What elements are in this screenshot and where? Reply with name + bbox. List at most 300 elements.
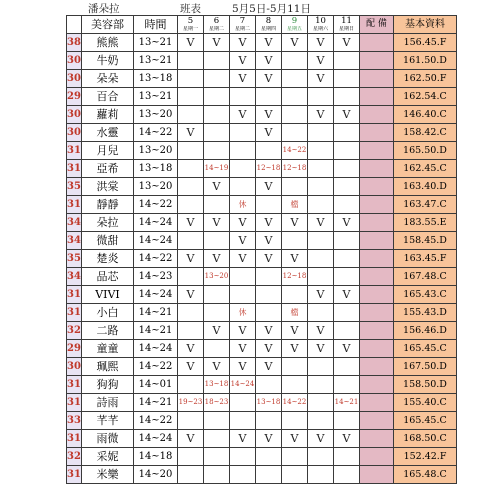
staff-name: 雨微 — [82, 430, 134, 448]
config-cell — [360, 196, 394, 214]
day-cell: 14~21 — [334, 394, 360, 412]
day-cell — [334, 268, 360, 286]
shift-time: 14~01 — [134, 376, 178, 394]
shift-time: 14~24 — [134, 214, 178, 232]
shift-time: 14~22 — [134, 250, 178, 268]
day-cell — [256, 88, 282, 106]
day-cell — [308, 160, 334, 178]
config-cell — [360, 160, 394, 178]
day-cell — [308, 448, 334, 466]
day-cell — [308, 394, 334, 412]
row-number: 30 — [67, 70, 82, 88]
day-cell — [204, 196, 230, 214]
table-row — [67, 106, 457, 124]
day-cell — [178, 52, 204, 70]
shift-time: 14~22 — [134, 358, 178, 376]
day-cell: 12~18 — [282, 268, 308, 286]
day-cell: 14~22 — [282, 142, 308, 160]
day-cell — [308, 196, 334, 214]
day-cell — [230, 286, 256, 304]
header-day-label: 星期一 — [178, 26, 204, 34]
schedule-sheet — [66, 0, 456, 484]
day-cell — [282, 124, 308, 142]
day-cell — [308, 466, 334, 484]
basic-info: 162.54.C — [394, 88, 457, 106]
row-number: 29 — [67, 340, 82, 358]
basic-info: 158.45.D — [394, 232, 457, 250]
shift-time: 14~24 — [134, 286, 178, 304]
day-cell — [256, 196, 282, 214]
day-cell — [334, 358, 360, 376]
basic-info: 165.45.C — [394, 412, 457, 430]
header-day-num: 9 — [282, 16, 308, 26]
basic-info: 156.46.D — [394, 322, 457, 340]
day-cell: V — [308, 70, 334, 88]
row-number: 34 — [67, 268, 82, 286]
table-row — [67, 340, 457, 358]
day-cell — [308, 358, 334, 376]
day-cell — [178, 178, 204, 196]
row-number: 31 — [67, 466, 82, 484]
day-cell — [230, 160, 256, 178]
day-cell: V — [282, 250, 308, 268]
header-day-label: 星期六 — [308, 26, 334, 34]
day-cell: 12~18 — [256, 160, 282, 178]
day-cell — [230, 412, 256, 430]
day-cell — [204, 412, 230, 430]
shift-time: 13~18 — [134, 160, 178, 178]
day-cell: V — [256, 322, 282, 340]
day-cell — [256, 412, 282, 430]
day-cell — [308, 268, 334, 286]
staff-name: 蘿莉 — [82, 106, 134, 124]
config-cell — [360, 34, 394, 52]
table-row — [67, 52, 457, 70]
day-cell: V — [308, 322, 334, 340]
table-row — [67, 160, 457, 178]
day-cell: V — [256, 52, 282, 70]
day-cell: V — [204, 358, 230, 376]
day-cell — [334, 52, 360, 70]
day-cell — [334, 196, 360, 214]
day-cell: V — [178, 34, 204, 52]
basic-info: 146.40.C — [394, 106, 457, 124]
shift-time: 13~20 — [134, 106, 178, 124]
day-cell: V — [230, 106, 256, 124]
shift-time: 14~20 — [134, 466, 178, 484]
header-day-label: 星期二 — [230, 26, 256, 34]
day-cell: V — [204, 34, 230, 52]
day-cell: V — [256, 340, 282, 358]
day-cell: V — [230, 232, 256, 250]
staff-name: 品芯 — [82, 268, 134, 286]
shift-time: 14~22 — [134, 412, 178, 430]
staff-name: 百合 — [82, 88, 134, 106]
day-cell — [256, 466, 282, 484]
config-cell — [360, 448, 394, 466]
config-cell — [360, 322, 394, 340]
day-cell — [178, 268, 204, 286]
day-cell — [308, 88, 334, 106]
row-number: 30 — [67, 52, 82, 70]
shift-time: 13~21 — [134, 52, 178, 70]
day-cell — [256, 286, 282, 304]
staff-name: 芊芊 — [82, 412, 134, 430]
day-cell — [230, 448, 256, 466]
day-cell: 13~18 — [204, 376, 230, 394]
shift-time: 13~18 — [134, 70, 178, 88]
day-cell: V — [256, 358, 282, 376]
day-cell: V — [204, 250, 230, 268]
day-cell: V — [308, 34, 334, 52]
day-cell: V — [178, 340, 204, 358]
day-cell — [178, 304, 204, 322]
staff-name: 二路 — [82, 322, 134, 340]
config-cell — [360, 340, 394, 358]
basic-info: 158.50.D — [394, 376, 457, 394]
day-cell — [334, 412, 360, 430]
staff-name: 詩雨 — [82, 394, 134, 412]
day-cell: V — [230, 34, 256, 52]
day-cell — [230, 178, 256, 196]
day-cell: V — [334, 106, 360, 124]
row-number: 32 — [67, 322, 82, 340]
shift-time: 14~21 — [134, 322, 178, 340]
shift-time: 14~21 — [134, 304, 178, 322]
basic-info: 167.48.C — [394, 268, 457, 286]
date-range: 5月5日-5月11日 — [232, 3, 311, 15]
day-cell — [334, 160, 360, 178]
day-cell — [282, 466, 308, 484]
config-cell — [360, 214, 394, 232]
row-number: 30 — [67, 358, 82, 376]
row-number: 31 — [67, 142, 82, 160]
day-cell: V — [308, 340, 334, 358]
day-cell: V — [308, 214, 334, 232]
day-cell: V — [308, 52, 334, 70]
schedule-rows — [67, 34, 457, 484]
header-day-num: 5 — [178, 16, 204, 26]
row-number: 35 — [67, 178, 82, 196]
day-cell: V — [204, 178, 230, 196]
config-cell — [360, 88, 394, 106]
day-cell — [334, 142, 360, 160]
day-cell: V — [230, 52, 256, 70]
day-cell: V — [308, 106, 334, 124]
title-row — [66, 0, 456, 15]
basic-info: 161.50.D — [394, 52, 457, 70]
staff-name: 牛奶 — [82, 52, 134, 70]
day-cell: V — [230, 358, 256, 376]
staff-name: 靜靜 — [82, 196, 134, 214]
row-number: 33 — [67, 412, 82, 430]
staff-name: 珮熙 — [82, 358, 134, 376]
day-cell — [178, 160, 204, 178]
config-cell — [360, 268, 394, 286]
day-cell — [230, 142, 256, 160]
basic-info: 165.50.D — [394, 142, 457, 160]
staff-name: 亞希 — [82, 160, 134, 178]
day-cell: V — [256, 34, 282, 52]
day-cell: 13~20 — [204, 268, 230, 286]
day-cell: 12~18 — [282, 160, 308, 178]
table-row — [67, 124, 457, 142]
day-cell — [256, 142, 282, 160]
day-cell — [178, 376, 204, 394]
day-cell: 14~22 — [282, 394, 308, 412]
header-day-num: 11 — [334, 16, 360, 26]
day-cell — [308, 376, 334, 394]
day-cell: V — [230, 250, 256, 268]
day-cell — [178, 88, 204, 106]
day-cell: V — [204, 322, 230, 340]
day-cell: V — [178, 358, 204, 376]
basic-info: 162.45.C — [394, 160, 457, 178]
day-cell: V — [230, 430, 256, 448]
table-row — [67, 430, 457, 448]
table-row — [67, 196, 457, 214]
row-number: 31 — [67, 376, 82, 394]
table-row — [67, 358, 457, 376]
staff-name: 采妮 — [82, 448, 134, 466]
shift-time: 14~24 — [134, 430, 178, 448]
header-day-label: 星期五 — [282, 26, 308, 34]
basic-info: 162.50.F — [394, 70, 457, 88]
day-cell: V — [178, 214, 204, 232]
day-cell: V — [230, 322, 256, 340]
day-cell — [334, 466, 360, 484]
table-row — [67, 250, 457, 268]
table-row — [67, 448, 457, 466]
day-cell: 檔 — [282, 304, 308, 322]
header-config: 配 備 — [360, 16, 394, 34]
day-cell — [204, 286, 230, 304]
header-basic: 基本資料 — [394, 16, 457, 34]
day-cell — [282, 70, 308, 88]
staff-name: 狗狗 — [82, 376, 134, 394]
day-cell — [204, 70, 230, 88]
day-cell: V — [282, 34, 308, 52]
config-cell — [360, 142, 394, 160]
shift-time: 13~20 — [134, 142, 178, 160]
row-number: 34 — [67, 232, 82, 250]
day-cell — [334, 232, 360, 250]
day-cell: 18~23 — [204, 394, 230, 412]
staff-name: 熊熊 — [82, 34, 134, 52]
header-day-num: 7 — [230, 16, 256, 26]
day-cell — [178, 70, 204, 88]
day-cell — [230, 88, 256, 106]
row-number: 32 — [67, 448, 82, 466]
day-cell — [204, 88, 230, 106]
day-cell — [178, 322, 204, 340]
day-cell: 14~19 — [204, 160, 230, 178]
day-cell — [282, 52, 308, 70]
shift-time: 14~22 — [134, 124, 178, 142]
config-cell — [360, 250, 394, 268]
day-cell — [204, 232, 230, 250]
header-num — [67, 16, 82, 34]
config-cell — [360, 358, 394, 376]
day-cell: V — [334, 34, 360, 52]
day-cell — [178, 142, 204, 160]
shift-time: 13~21 — [134, 88, 178, 106]
day-cell — [178, 196, 204, 214]
config-cell — [360, 304, 394, 322]
header-day-label: 星期二 — [204, 26, 230, 34]
day-cell — [204, 466, 230, 484]
day-cell — [178, 232, 204, 250]
day-cell — [204, 430, 230, 448]
row-number: 31 — [67, 430, 82, 448]
day-cell — [230, 268, 256, 286]
day-cell: V — [256, 214, 282, 232]
basic-info: 156.45.F — [394, 34, 457, 52]
day-cell — [230, 466, 256, 484]
day-cell — [256, 268, 282, 286]
day-cell — [334, 88, 360, 106]
basic-info: 155.40.C — [394, 394, 457, 412]
day-cell: V — [282, 430, 308, 448]
day-cell: V — [256, 106, 282, 124]
table-row — [67, 466, 457, 484]
day-cell — [204, 52, 230, 70]
day-cell — [282, 106, 308, 124]
day-cell: V — [178, 250, 204, 268]
day-cell — [308, 178, 334, 196]
day-cell — [308, 412, 334, 430]
day-cell — [282, 376, 308, 394]
basic-info: 183.55.E — [394, 214, 457, 232]
table-row — [67, 268, 457, 286]
day-cell: V — [334, 286, 360, 304]
row-number: 30 — [67, 124, 82, 142]
table-label: 班表 — [180, 3, 201, 15]
shift-time: 13~20 — [134, 178, 178, 196]
day-cell: 休 — [230, 304, 256, 322]
table-row — [67, 286, 457, 304]
day-cell — [282, 178, 308, 196]
staff-name: 米樂 — [82, 466, 134, 484]
day-cell: V — [256, 232, 282, 250]
staff-name: 童童 — [82, 340, 134, 358]
day-cell: V — [256, 178, 282, 196]
row-number: 31 — [67, 394, 82, 412]
shift-time: 13~21 — [134, 34, 178, 52]
day-cell: 13~18 — [256, 394, 282, 412]
staff-name: 月兒 — [82, 142, 134, 160]
table-row — [67, 412, 457, 430]
table-row — [67, 88, 457, 106]
config-cell — [360, 286, 394, 304]
row-number: 34 — [67, 214, 82, 232]
staff-name: 朵拉 — [82, 214, 134, 232]
schedule-table — [66, 15, 457, 484]
shift-time: 14~23 — [134, 268, 178, 286]
day-cell — [308, 142, 334, 160]
basic-info: 152.42.F — [394, 448, 457, 466]
basic-info: 163.47.C — [394, 196, 457, 214]
table-row — [67, 214, 457, 232]
day-cell — [308, 304, 334, 322]
header-day-label: 星期日 — [334, 26, 360, 34]
basic-info: 167.50.D — [394, 358, 457, 376]
day-cell — [334, 376, 360, 394]
day-cell — [230, 124, 256, 142]
shift-time: 14~24 — [134, 232, 178, 250]
day-cell — [204, 448, 230, 466]
day-cell — [334, 322, 360, 340]
day-cell — [178, 106, 204, 124]
day-cell: V — [308, 430, 334, 448]
day-cell: 19~23 — [178, 394, 204, 412]
header-day-num: 8 — [256, 16, 282, 26]
table-row — [67, 304, 457, 322]
config-cell — [360, 52, 394, 70]
day-cell — [334, 124, 360, 142]
config-cell — [360, 430, 394, 448]
row-number: 29 — [67, 88, 82, 106]
day-cell: 14~24 — [230, 376, 256, 394]
staff-name: 楚炎 — [82, 250, 134, 268]
day-cell — [204, 124, 230, 142]
day-cell: V — [178, 286, 204, 304]
day-cell — [282, 448, 308, 466]
table-row — [67, 70, 457, 88]
day-cell — [334, 178, 360, 196]
shift-time: 14~22 — [134, 196, 178, 214]
day-cell: V — [282, 322, 308, 340]
day-cell — [256, 304, 282, 322]
day-cell: V — [230, 214, 256, 232]
config-cell — [360, 124, 394, 142]
table-row — [67, 394, 457, 412]
day-cell: V — [282, 214, 308, 232]
header-dept: 美容部 — [82, 16, 134, 34]
day-cell: V — [334, 340, 360, 358]
row-number: 31 — [67, 304, 82, 322]
day-cell — [204, 142, 230, 160]
staff-name: 洪棠 — [82, 178, 134, 196]
staff-name: 水靈 — [82, 124, 134, 142]
config-cell — [360, 106, 394, 124]
row-number: 31 — [67, 160, 82, 178]
row-number: 31 — [67, 196, 82, 214]
row-number: 38 — [67, 34, 82, 52]
header-day-num: 6 — [204, 16, 230, 26]
table-row — [67, 34, 457, 52]
basic-info: 165.48.C — [394, 466, 457, 484]
staff-name: 微甜 — [82, 232, 134, 250]
basic-info: 158.42.C — [394, 124, 457, 142]
day-cell — [256, 376, 282, 394]
day-cell: V — [256, 430, 282, 448]
config-cell — [360, 70, 394, 88]
staff-name: VIVI — [82, 286, 134, 304]
row-number: 31 — [67, 286, 82, 304]
day-cell: V — [230, 340, 256, 358]
config-cell — [360, 412, 394, 430]
config-cell — [360, 466, 394, 484]
day-cell — [282, 358, 308, 376]
header-time: 時間 — [134, 16, 178, 34]
day-cell — [282, 286, 308, 304]
basic-info: 155.43.D — [394, 304, 457, 322]
day-cell — [178, 412, 204, 430]
day-cell — [282, 88, 308, 106]
day-cell — [204, 340, 230, 358]
day-cell: V — [204, 214, 230, 232]
